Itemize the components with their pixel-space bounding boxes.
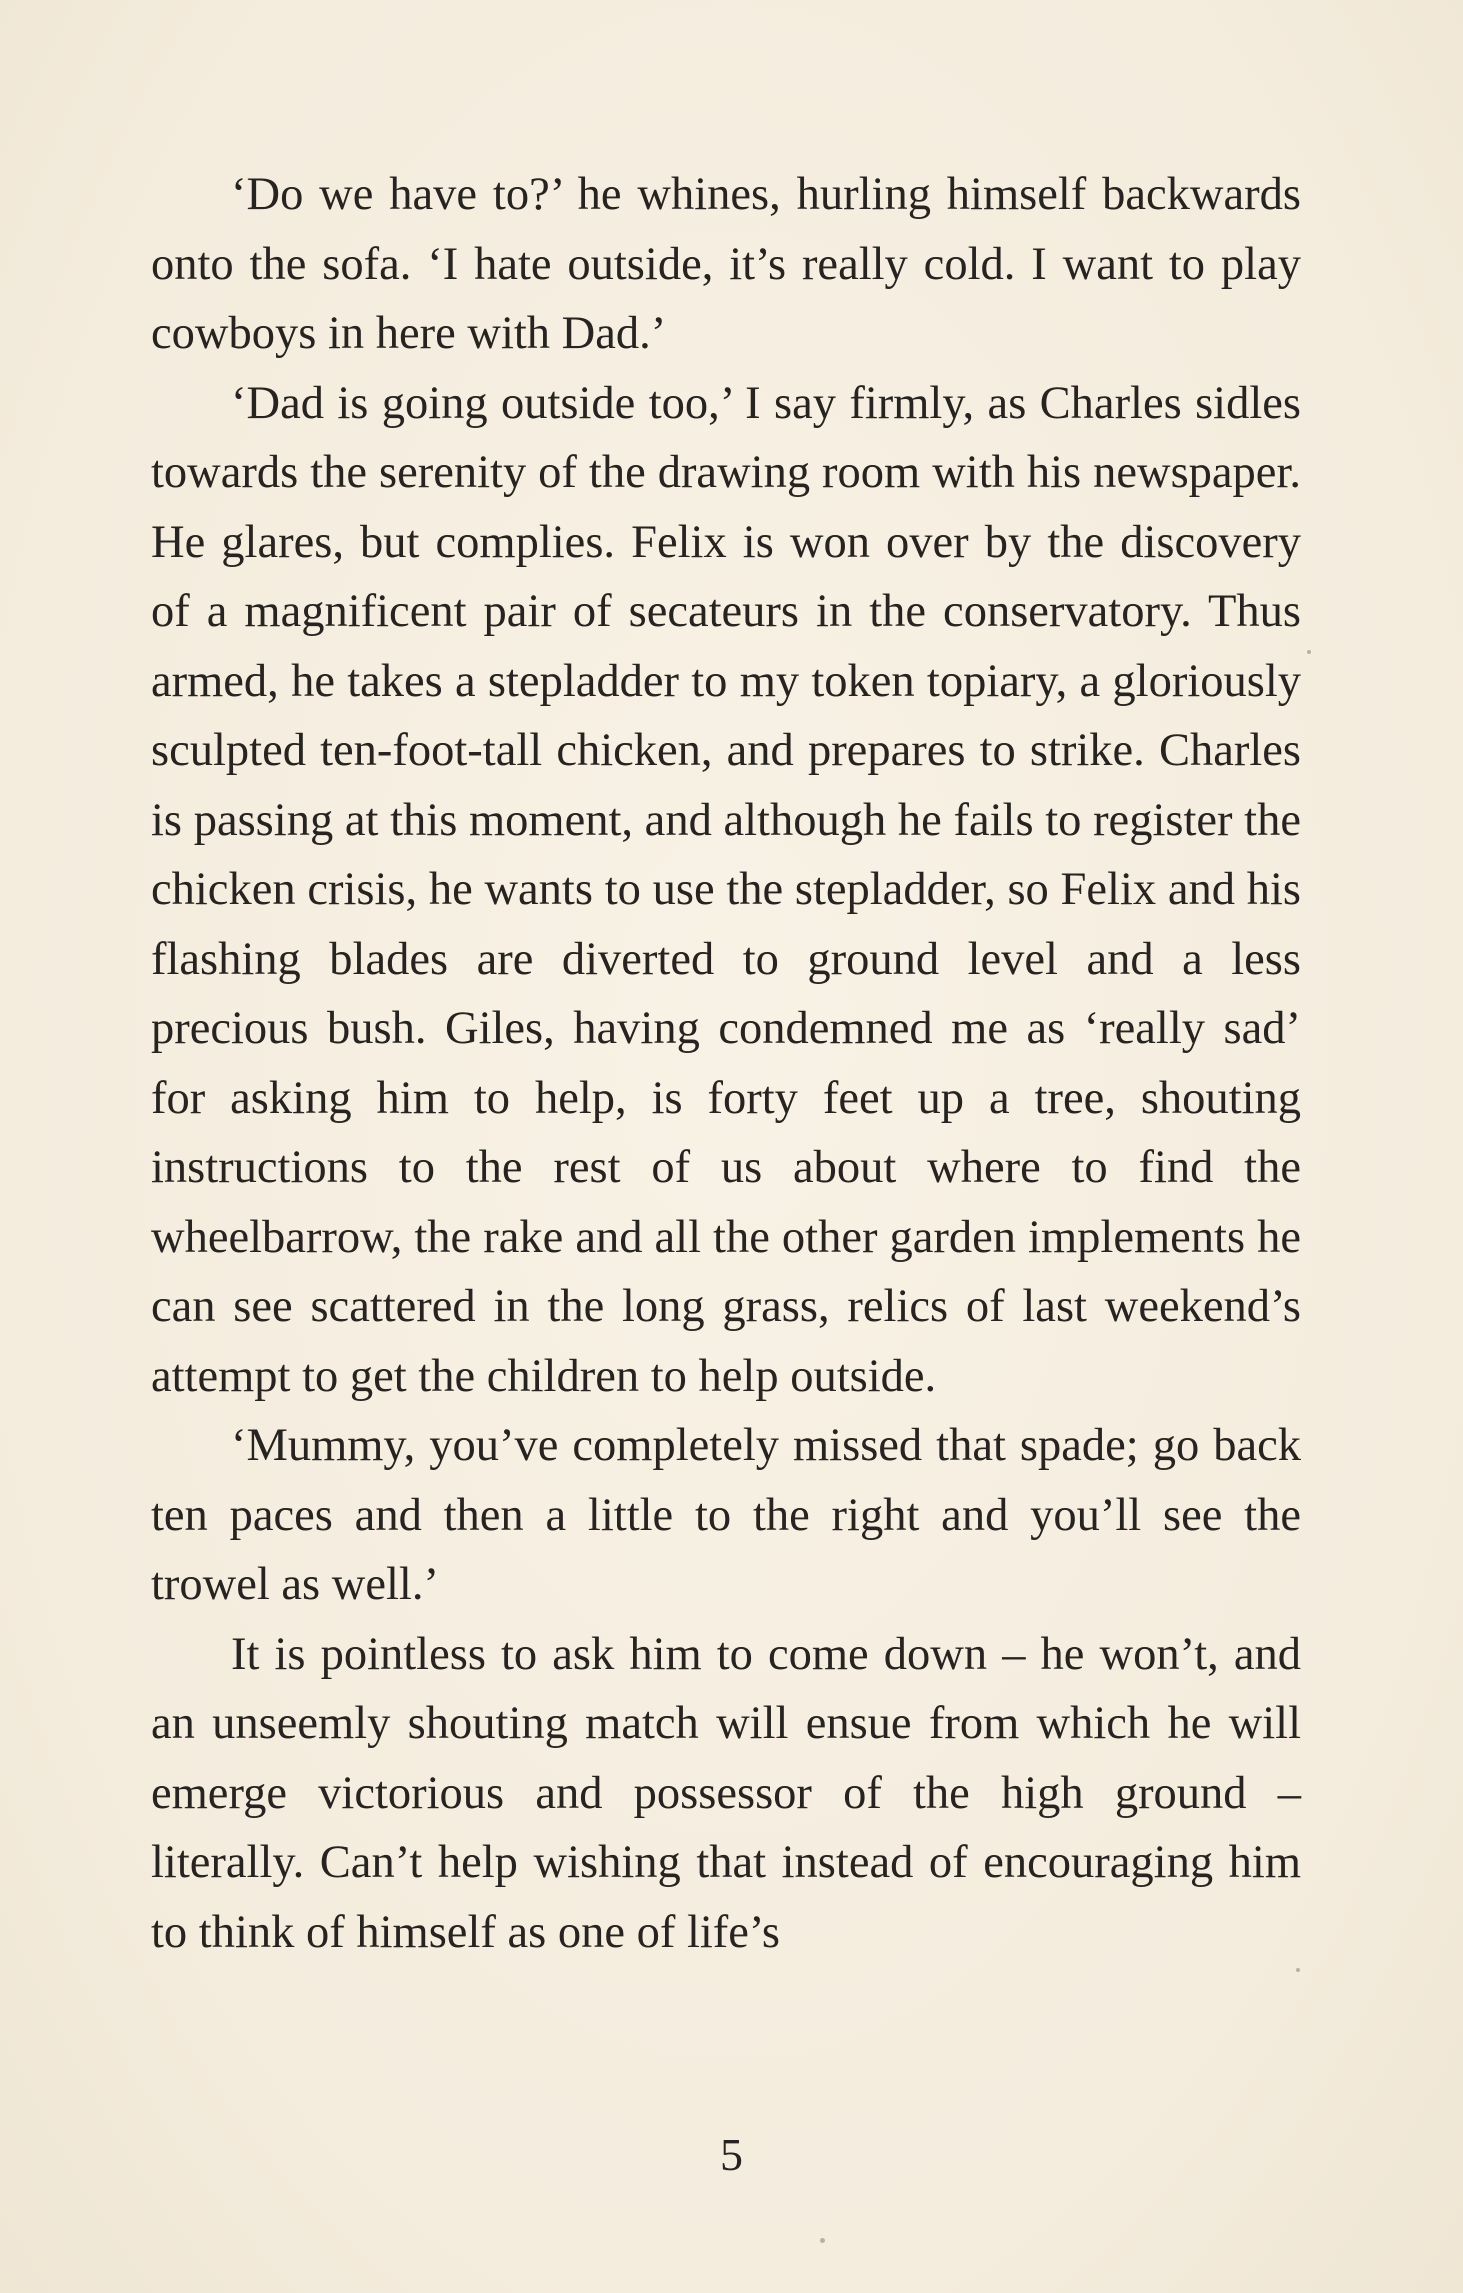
- paper-speck: [820, 2238, 825, 2243]
- paper-speck: [1307, 650, 1311, 654]
- paragraph-1: ‘Do we have to?’ he whines, hurling himself backwards onto the sofa. ‘I hate outside, it’s really cold. I want to play cowboys in here with Dad.’: [151, 169, 1301, 359]
- paragraph-3: ‘Mummy, you’ve completely missed that spade; go back ten paces and then a little to the right and you’ll see the trowel as well.’: [151, 1420, 1301, 1610]
- page-number: 5: [720, 2129, 743, 2180]
- paragraph-2: ‘Dad is going outside too,’ I say firmly, as Charles sidles towards the serenity of the drawing room with his newspaper. He glares, but complies. Felix is won over by the discovery of a magnificent pair of secateurs in the conservatory. Thus armed, he takes a stepladder to my token topiary, a gloriously sculpted ten-foot-tall chicken, and prepares to strike. Charles is passing at this moment, and although he fails to register the chicken crisis, he wants to use the stepladder, so Felix and his flashing blades are diverted to ground level and a less precious bush. Giles, having condemned me as ‘really sad’ for asking him to help, is forty feet up a tree, shouting instructions to the rest of us about where to find the wheelbarrow, the rake and all the other garden implements he can see scattered in the long grass, relics of last weekend’s attempt to get the children to help outside.: [151, 377, 1301, 1402]
- body-text: [151, 160, 1301, 1967]
- paragraph-4: It is pointless to ask him to come down – he won’t, and an unseemly shouting match will ensue from which he will emerge victorious and possessor of the high ground – literally. Can’t help wishing that instead of encouraging him to think of himself as one of life’s: [151, 1628, 1301, 1958]
- paper-speck: [1296, 1968, 1300, 1972]
